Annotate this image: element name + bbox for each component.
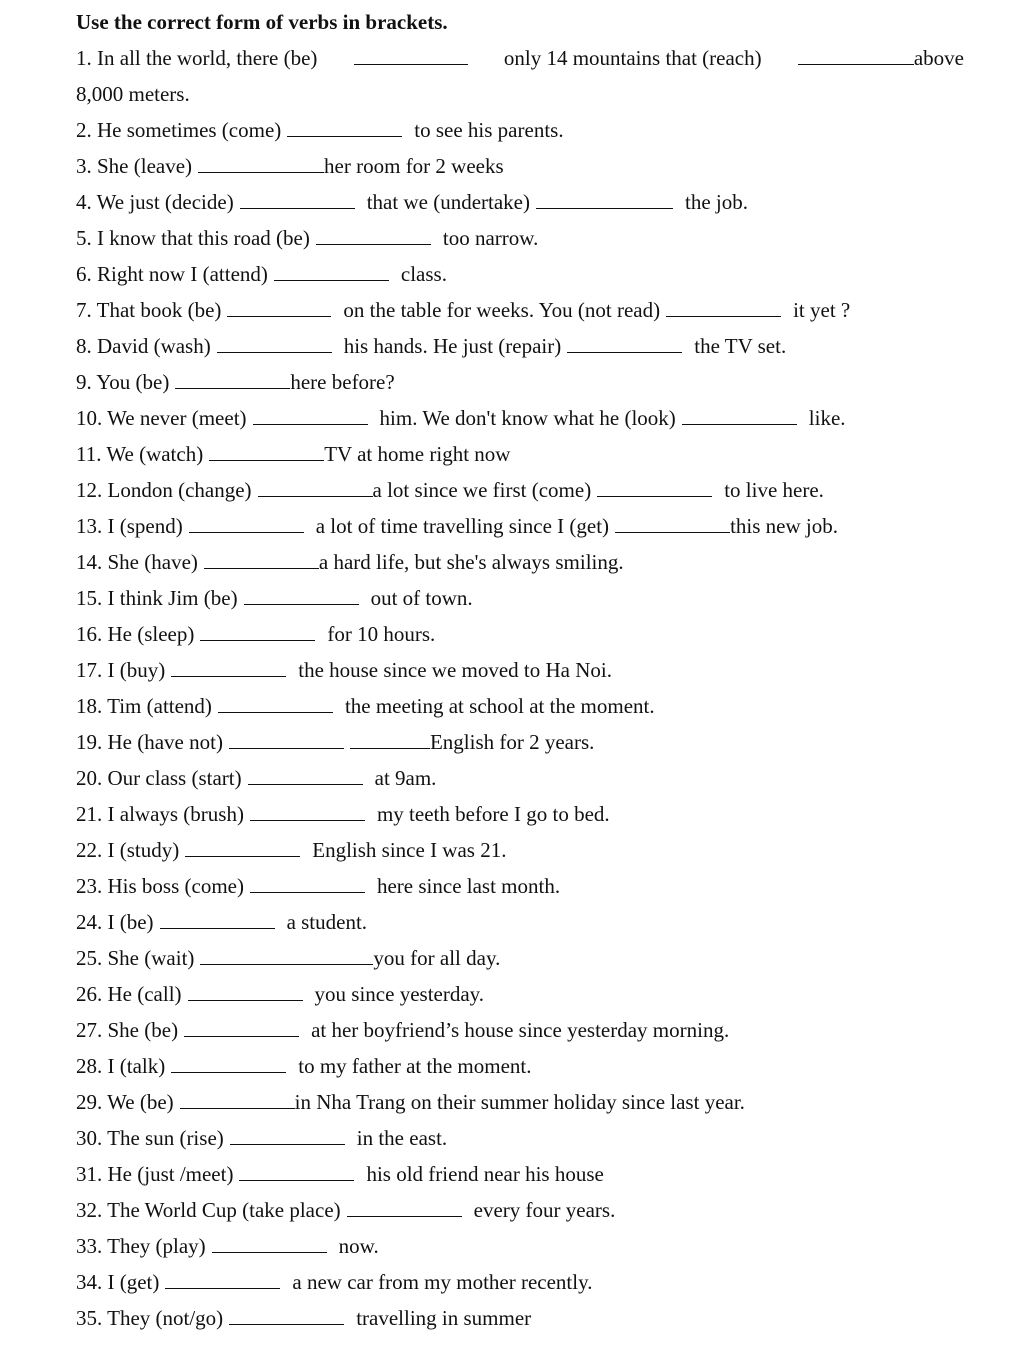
item-text: above — [913, 46, 964, 70]
answer-blank[interactable] — [189, 515, 304, 533]
answer-blank[interactable] — [253, 407, 368, 425]
item-text: We never (meet) — [107, 406, 247, 430]
item-text: You (be) — [96, 370, 170, 394]
item-text: The World Cup (take place) — [107, 1198, 341, 1222]
exercise-item — [76, 406, 846, 430]
item-number: 2. — [76, 118, 92, 142]
item-text: I (buy) — [107, 658, 166, 682]
item-continuation: 8,000 meters. — [76, 82, 190, 106]
item-number: 30. — [76, 1126, 103, 1150]
item-text: Our class (start) — [107, 766, 242, 790]
item-text: only 14 mountains that (reach) — [503, 46, 762, 70]
item-text: I (get) — [107, 1270, 160, 1294]
item-text: to see his parents. — [414, 118, 564, 142]
item-text: David (wash) — [97, 334, 211, 358]
exercise-item — [76, 514, 838, 538]
item-text: that we (undertake) — [366, 190, 530, 214]
answer-blank[interactable] — [200, 623, 315, 641]
item-number: 34. — [76, 1270, 103, 1294]
answer-blank[interactable] — [180, 1091, 295, 1109]
answer-blank[interactable] — [209, 443, 324, 461]
item-text: him. We don't know what he (look) — [379, 406, 676, 430]
answer-blank[interactable] — [230, 1127, 345, 1145]
answer-blank[interactable] — [244, 587, 359, 605]
item-text: We (be) — [107, 1090, 174, 1114]
exercise-item — [76, 550, 624, 574]
item-text: In all the world, there (be) — [97, 46, 318, 70]
item-number: 31. — [76, 1162, 103, 1186]
item-text: London (change) — [107, 478, 252, 502]
exercise-item — [76, 1198, 615, 1222]
item-number: 21. — [76, 802, 103, 826]
item-number: 29. — [76, 1090, 103, 1114]
item-text: too narrow. — [442, 226, 539, 250]
item-text: at 9am. — [374, 766, 437, 790]
exercise-item — [76, 946, 500, 970]
answer-blank[interactable] — [347, 1199, 462, 1217]
item-number: 15. — [76, 586, 103, 610]
answer-blank[interactable] — [188, 983, 303, 1001]
item-text: to live here. — [724, 478, 824, 502]
item-number: 27. — [76, 1018, 103, 1042]
item-number: 1. — [76, 46, 92, 70]
item-text: here since last month. — [376, 874, 561, 898]
item-text: I (talk) — [107, 1054, 166, 1078]
item-number: 7. — [76, 298, 92, 322]
answer-blank[interactable] — [287, 119, 402, 137]
item-number: 4. — [76, 190, 92, 214]
item-text: He sometimes (come) — [97, 118, 282, 142]
item-text: to my father at the moment. — [298, 1054, 532, 1078]
exercise-item — [76, 154, 504, 178]
item-number: 19. — [76, 730, 103, 754]
item-text: We just (decide) — [96, 190, 234, 214]
exercise-item — [76, 118, 564, 142]
exercise-item — [76, 1126, 447, 1150]
item-number: 33. — [76, 1234, 103, 1258]
item-number: 18. — [76, 694, 103, 718]
item-text: The sun (rise) — [107, 1126, 224, 1150]
answer-blank[interactable] — [184, 1019, 299, 1037]
item-number: 17. — [76, 658, 103, 682]
item-text: I think Jim (be) — [107, 586, 238, 610]
item-text: travelling in summer — [356, 1306, 532, 1330]
answer-blank[interactable] — [227, 299, 331, 317]
item-text: in Nha Trang on their summer holiday since last year. — [294, 1090, 745, 1114]
exercise-item — [76, 226, 538, 250]
exercise-item — [76, 586, 473, 610]
answer-blank[interactable] — [597, 479, 712, 497]
item-text: the house since we moved to Ha Noi. — [298, 658, 612, 682]
item-text: a student. — [286, 910, 368, 934]
item-text: now. — [338, 1234, 379, 1258]
item-text: They (play) — [107, 1234, 206, 1258]
item-number: 32. — [76, 1198, 103, 1222]
answer-blank[interactable] — [354, 47, 468, 65]
exercise-item — [76, 766, 436, 790]
item-number: 16. — [76, 622, 103, 646]
item-text: at her boyfriend’s house since yesterday morning. — [311, 1018, 730, 1042]
item-text: out of town. — [370, 586, 473, 610]
item-text: I (study) — [107, 838, 180, 862]
item-text: She (be) — [107, 1018, 179, 1042]
item-text: English for 2 years. — [429, 730, 595, 754]
item-number: 24. — [76, 910, 103, 934]
item-number: 14. — [76, 550, 103, 574]
item-number: 20. — [76, 766, 103, 790]
answer-blank[interactable] — [248, 767, 363, 785]
item-text: I always (brush) — [107, 802, 244, 826]
item-text: for 10 hours. — [327, 622, 436, 646]
exercise-item — [76, 190, 748, 214]
answer-blank[interactable] — [239, 1163, 354, 1181]
item-text: the meeting at school at the moment. — [344, 694, 655, 718]
answer-blank[interactable] — [171, 659, 286, 677]
item-text: They (not/go) — [107, 1306, 224, 1330]
item-text: I (be) — [107, 910, 154, 934]
item-text: his hands. He just (repair) — [343, 334, 562, 358]
answer-blank[interactable] — [350, 731, 430, 749]
item-text: She (leave) — [97, 154, 193, 178]
answer-blank[interactable] — [250, 803, 365, 821]
item-number: 26. — [76, 982, 103, 1006]
item-text: I (spend) — [107, 514, 183, 538]
item-text: here before? — [290, 370, 395, 394]
item-text: He (sleep) — [107, 622, 195, 646]
exercise-item — [76, 982, 484, 1006]
item-text: the TV set. — [694, 334, 787, 358]
answer-blank[interactable] — [250, 875, 365, 893]
item-text: this new job. — [730, 514, 838, 538]
item-text: He (have not) — [107, 730, 223, 754]
exercise-item — [76, 622, 435, 646]
answer-blank[interactable] — [615, 515, 730, 533]
item-number: 6. — [76, 262, 92, 286]
answer-blank[interactable] — [316, 227, 431, 245]
answer-blank[interactable] — [198, 155, 324, 173]
answer-blank[interactable] — [258, 479, 373, 497]
item-text: I know that this road (be) — [97, 226, 310, 250]
item-number: 9. — [76, 370, 92, 394]
answer-blank[interactable] — [204, 551, 319, 569]
exercise-item — [76, 694, 655, 718]
exercise-item — [76, 910, 367, 934]
exercise-item — [76, 1162, 604, 1186]
answer-blank[interactable] — [218, 695, 333, 713]
item-text: Tim (attend) — [107, 694, 212, 718]
item-number: 10. — [76, 406, 103, 430]
item-text: on the table for weeks. You (not read) — [343, 298, 661, 322]
exercise-item — [76, 802, 610, 826]
item-text: His boss (come) — [107, 874, 244, 898]
item-text: We (watch) — [106, 442, 204, 466]
item-number: 11. — [76, 442, 102, 466]
answer-blank[interactable] — [217, 335, 332, 353]
item-text: every four years. — [473, 1198, 616, 1222]
answer-blank[interactable] — [185, 839, 300, 857]
item-text: class. — [400, 262, 447, 286]
exercise-item — [76, 1090, 745, 1114]
item-text: Right now I (attend) — [97, 262, 268, 286]
exercise-item — [76, 370, 395, 394]
item-number: 35. — [76, 1306, 103, 1330]
item-number: 8. — [76, 334, 92, 358]
item-text: you for all day. — [373, 946, 501, 970]
item-text: She (wait) — [107, 946, 195, 970]
exercise-item — [76, 478, 824, 502]
answer-blank[interactable] — [274, 263, 389, 281]
exercise-item — [76, 442, 510, 466]
item-text: his old friend near his house — [366, 1162, 604, 1186]
answer-blank[interactable] — [229, 731, 344, 749]
answer-blank[interactable] — [175, 371, 290, 389]
item-number: 23. — [76, 874, 103, 898]
item-text: my teeth before I go to bed. — [376, 802, 610, 826]
item-text: in the east. — [356, 1126, 448, 1150]
answer-blank[interactable] — [160, 911, 275, 929]
answer-blank[interactable] — [240, 191, 355, 209]
exercise-item — [76, 262, 447, 286]
item-text: it yet ? — [793, 298, 851, 322]
exercise-item — [76, 1270, 592, 1294]
exercise-item — [76, 298, 850, 322]
exercise-item — [76, 838, 506, 862]
item-number: 3. — [76, 154, 92, 178]
item-number: 25. — [76, 946, 103, 970]
item-number: 28. — [76, 1054, 103, 1078]
item-text: a lot since we first (come) — [372, 478, 592, 502]
answer-blank[interactable] — [171, 1055, 286, 1073]
item-text: He (just /meet) — [107, 1162, 234, 1186]
item-number: 12. — [76, 478, 103, 502]
exercise-item — [76, 1018, 729, 1042]
item-text: a new car from my mother recently. — [292, 1270, 593, 1294]
item-number: 22. — [76, 838, 103, 862]
item-text: a lot of time travelling since I (get) — [315, 514, 610, 538]
item-text: like. — [808, 406, 846, 430]
item-text: She (have) — [107, 550, 198, 574]
worksheet-title: Use the correct form of verbs in brackets. — [76, 10, 448, 34]
item-text: He (call) — [107, 982, 182, 1006]
exercise-item — [76, 1234, 379, 1258]
answer-blank[interactable] — [567, 335, 682, 353]
answer-blank[interactable] — [200, 947, 373, 965]
answer-blank[interactable] — [165, 1271, 280, 1289]
answer-blank[interactable] — [682, 407, 797, 425]
exercise-item — [76, 46, 964, 70]
item-text: That book (be) — [96, 298, 222, 322]
answer-blank[interactable] — [666, 299, 781, 317]
answer-blank[interactable] — [229, 1307, 344, 1325]
exercise-item — [76, 1054, 532, 1078]
item-text: the job. — [684, 190, 748, 214]
answer-blank[interactable] — [798, 47, 914, 65]
exercise-item — [76, 874, 560, 898]
exercise-item — [76, 658, 612, 682]
item-text: a hard life, but she's always smiling. — [318, 550, 624, 574]
answer-blank[interactable] — [212, 1235, 327, 1253]
item-number: 5. — [76, 226, 92, 250]
exercise-item — [76, 1306, 531, 1330]
item-text: you since yesterday. — [314, 982, 485, 1006]
item-number: 13. — [76, 514, 103, 538]
exercise-item — [76, 334, 786, 358]
answer-blank[interactable] — [536, 191, 673, 209]
item-text: English since I was 21. — [312, 838, 507, 862]
exercise-item — [76, 730, 594, 754]
item-text: her room for 2 weeks — [324, 154, 504, 178]
item-text: TV at home right now — [324, 442, 511, 466]
